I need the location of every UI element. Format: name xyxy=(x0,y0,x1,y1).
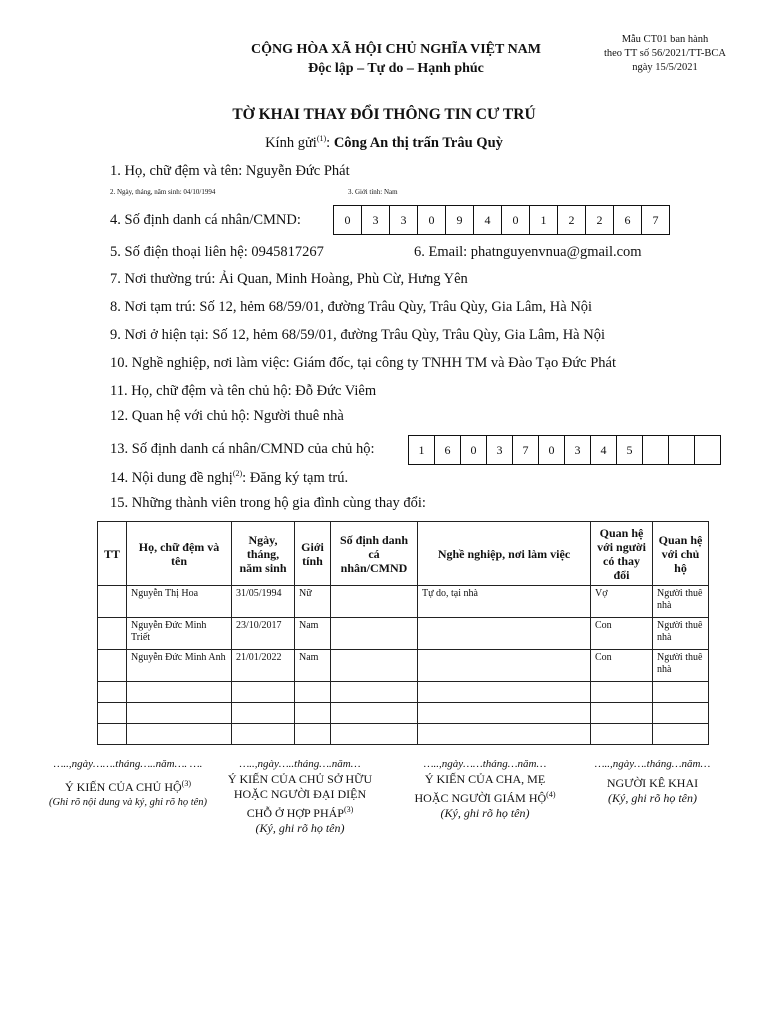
recipient-colon: : xyxy=(326,134,334,151)
column-header: Quan hệ với chủ hộ xyxy=(653,522,709,586)
nation-heading: CỘNG HÒA XÃ HỘI CHỦ NGHĨA VIỆT NAM xyxy=(250,42,541,57)
table-cell xyxy=(98,618,127,650)
request-footnote: (2) xyxy=(232,469,243,478)
table-cell xyxy=(418,703,591,724)
table-cell xyxy=(591,682,653,703)
column-header: TT xyxy=(98,522,127,586)
column-header: Số định danh cá nhân/CMND xyxy=(331,522,418,586)
table-cell: Người thuê nhà xyxy=(653,586,709,618)
id-digit: 0 xyxy=(334,206,362,234)
field-permanent-address: 7. Nơi thường trú: Ải Quan, Minh Hoàng, Phù Cừ, Hưng Yên xyxy=(110,271,468,287)
table-cell: Nguyễn Thị Hoa xyxy=(127,586,232,618)
signature-date: …..,ngày…..tháng….năm… xyxy=(239,758,361,770)
table-cell xyxy=(232,703,295,724)
id-digit: 7 xyxy=(652,213,659,227)
table-cell xyxy=(653,703,709,724)
signature-title-text: Ý KIẾN CỦA CHA, MẸ HOẶC NGƯỜI GIÁM HỘ xyxy=(414,772,547,805)
head-id-digit: 0 xyxy=(539,436,565,464)
id-digit: 3 xyxy=(362,206,390,234)
signature-date: …..,ngày….tháng…năm… xyxy=(594,758,711,770)
table-cell xyxy=(232,724,295,745)
field-phone: 5. Số điện thoại liên hệ: 0945817267 xyxy=(110,244,324,260)
table-cell xyxy=(591,703,653,724)
table-cell xyxy=(331,724,418,745)
table-cell: Nam xyxy=(295,618,331,650)
column-header: Quan hệ với người có thay đổi xyxy=(591,522,653,586)
field-relationship: 12. Quan hệ với chủ hộ: Người thuê nhà xyxy=(110,408,344,424)
head-id-digit: 4 xyxy=(591,436,617,464)
column-header: Nghề nghiệp, nơi làm việc xyxy=(418,522,591,586)
field-head-id-label: 13. Số định danh cá nhân/CMND của chủ hộ: xyxy=(110,441,375,457)
signature-title xyxy=(225,772,375,821)
signature-note: (Ký, ghi rõ họ tên) xyxy=(440,806,530,820)
table-row xyxy=(98,650,709,682)
field-full-name: 1. Họ, chữ đệm và tên: Nguyễn Đức Phát xyxy=(110,163,350,179)
head-id-digit: 7 xyxy=(513,436,539,464)
table-cell: Tự do, tại nhà xyxy=(418,586,591,618)
table-cell: Nguyễn Đức Minh Triết xyxy=(127,618,232,650)
id-digit: 9 xyxy=(446,206,474,234)
signature-date: …..,ngày…….tháng…..năm…. …. xyxy=(53,758,203,770)
column-header: Họ, chữ đệm và tên xyxy=(127,522,232,586)
table-cell xyxy=(418,618,591,650)
members-table xyxy=(97,521,709,745)
head-id-digit: 3 xyxy=(565,436,591,464)
signature-declarant xyxy=(575,757,730,806)
table-cell xyxy=(418,682,591,703)
table-cell xyxy=(98,650,127,682)
head-id-digit xyxy=(695,436,720,464)
recipient-line xyxy=(0,134,768,152)
table-cell xyxy=(331,703,418,724)
table-cell xyxy=(98,724,127,745)
signature-household-head xyxy=(38,757,218,810)
table-cell xyxy=(653,724,709,745)
table-cell: 21/01/2022 xyxy=(232,650,295,682)
signature-note: (Ký, ghi rõ họ tên) xyxy=(255,821,345,835)
table-cell xyxy=(331,682,418,703)
field-temporary-address: 8. Nơi tạm trú: Số 12, hẻm 68/59/01, đường Trâu Qùy, Trâu Qùy, Gia Lâm, Hà Nội xyxy=(110,299,593,315)
motto: Độc lập – Tự do – Hạnh phúc xyxy=(308,61,484,76)
field-birth-date: 2. Ngày, tháng, năm sinh: 04/10/1994 xyxy=(110,188,216,196)
signature-title-text: Ý KIẾN CỦA CHỦ SỞ HỮU HOẶC NGƯỜI ĐẠI DIỆN CHỖ Ở HỢP PHÁP xyxy=(227,772,373,820)
field-household-head: 11. Họ, chữ đệm và tên chủ hộ: Đỗ Đức Viêm xyxy=(110,383,377,399)
id-digit: 6 xyxy=(614,206,642,234)
head-id-digit: 0 xyxy=(461,436,487,464)
table-cell: Vợ xyxy=(591,586,653,618)
signature-owner xyxy=(225,757,375,836)
table-cell xyxy=(98,703,127,724)
signature-note: (Ký, ghi rõ họ tên) xyxy=(608,791,697,805)
table-cell xyxy=(232,682,295,703)
field-id-label: 4. Số định danh cá nhân/CMND: xyxy=(110,212,301,228)
signature-note: (Ghi rõ nội dung và ký, ghi rõ họ tên) xyxy=(48,797,208,808)
table-cell xyxy=(127,703,232,724)
head-id-digit xyxy=(669,436,695,464)
table-cell xyxy=(98,682,127,703)
table-cell xyxy=(127,682,232,703)
table-cell xyxy=(418,650,591,682)
table-cell: Con xyxy=(591,618,653,650)
id-digit: 4 xyxy=(474,206,502,234)
table-cell xyxy=(418,724,591,745)
form-code-line-1: Mẫu CT01 ban hành xyxy=(621,34,709,45)
request-prefix: 14. Nội dung đề nghị xyxy=(110,469,233,486)
table-row xyxy=(98,586,709,618)
field-email: 6. Email: phatnguyenvnua@gmail.com xyxy=(414,244,642,260)
signature-footnote: (3) xyxy=(343,805,354,814)
table-cell xyxy=(98,586,127,618)
recipient-prefix: Kính gửi xyxy=(265,134,317,151)
table-cell: 31/05/1994 xyxy=(232,586,295,618)
field-request-content xyxy=(110,469,348,487)
table-header-row xyxy=(98,522,709,586)
id-digit: 3 xyxy=(390,206,418,234)
form-code-line-2: theo TT số 56/2021/TT-BCA xyxy=(603,48,727,59)
head-id-digit: 1 xyxy=(409,436,435,464)
id-digit: 0 xyxy=(502,206,530,234)
recipient-value: Công An thị trấn Trâu Quỳ xyxy=(333,134,503,151)
signature-title xyxy=(575,772,730,791)
signature-guardian xyxy=(400,757,570,821)
table-cell xyxy=(331,618,418,650)
id-digit: 1 xyxy=(530,206,558,234)
signature-title xyxy=(38,776,218,795)
form-code xyxy=(590,33,740,75)
table-cell: Người thuê nhà xyxy=(653,618,709,650)
table-cell: Con xyxy=(591,650,653,682)
table-cell xyxy=(591,724,653,745)
column-header: Ngày, tháng, năm sinh xyxy=(232,522,295,586)
table-cell xyxy=(295,724,331,745)
table-cell xyxy=(127,724,232,745)
signature-title xyxy=(400,772,570,806)
head-id-number-boxes xyxy=(408,435,721,465)
signature-footnote: (3) xyxy=(181,779,191,788)
id-digit: 0 xyxy=(418,206,446,234)
table-cell: Nguyễn Đức Minh Anh xyxy=(127,650,232,682)
field-members-heading: 15. Những thành viên trong hộ gia đình cùng thay đổi: xyxy=(110,495,426,511)
signature-date: …..,ngày……tháng…năm… xyxy=(423,758,547,770)
table-cell xyxy=(331,586,418,618)
head-id-digit xyxy=(643,436,669,464)
signature-title-text: Ý KIẾN CỦA CHỦ HỘ xyxy=(65,780,182,794)
id-number-boxes xyxy=(333,205,670,235)
document-title: TỜ KHAI THAY ĐỔI THÔNG TIN CƯ TRÚ xyxy=(232,106,536,123)
recipient-footnote: (1) xyxy=(316,134,327,143)
request-value: : Đăng ký tạm trú. xyxy=(242,469,349,486)
table-cell: 23/10/2017 xyxy=(232,618,295,650)
signature-title-text: NGƯỜI KÊ KHAI xyxy=(606,776,699,790)
field-current-address: 9. Nơi ở hiện tại: Số 12, hẻm 68/59/01, đường Trâu Qùy, Trâu Qùy, Gia Lâm, Hà Nội xyxy=(110,327,605,343)
field-gender: 3. Giới tính: Nam xyxy=(348,188,398,196)
id-digit: 2 xyxy=(558,206,586,234)
table-row xyxy=(98,724,709,745)
head-id-digit: 5 xyxy=(617,436,643,464)
field-occupation: 10. Nghề nghiệp, nơi làm việc: Giám đốc, tại công ty TNHH TM và Đào Tạo Đức Phát xyxy=(110,355,617,371)
table-cell xyxy=(331,650,418,682)
table-cell: Nam xyxy=(295,650,331,682)
column-header: Giới tính xyxy=(295,522,331,586)
table-row xyxy=(98,703,709,724)
form-code-line-3: ngày 15/5/2021 xyxy=(632,62,698,73)
table-cell xyxy=(295,682,331,703)
table-cell: Nữ xyxy=(295,586,331,618)
id-digit: 2 xyxy=(586,206,614,234)
table-cell xyxy=(295,703,331,724)
head-id-digit: 3 xyxy=(487,436,513,464)
table-row xyxy=(98,682,709,703)
head-id-digit: 6 xyxy=(435,436,461,464)
table-cell: Người thuê nhà xyxy=(653,650,709,682)
table-row xyxy=(98,618,709,650)
table-cell xyxy=(653,682,709,703)
signature-footnote: (4) xyxy=(546,790,556,799)
